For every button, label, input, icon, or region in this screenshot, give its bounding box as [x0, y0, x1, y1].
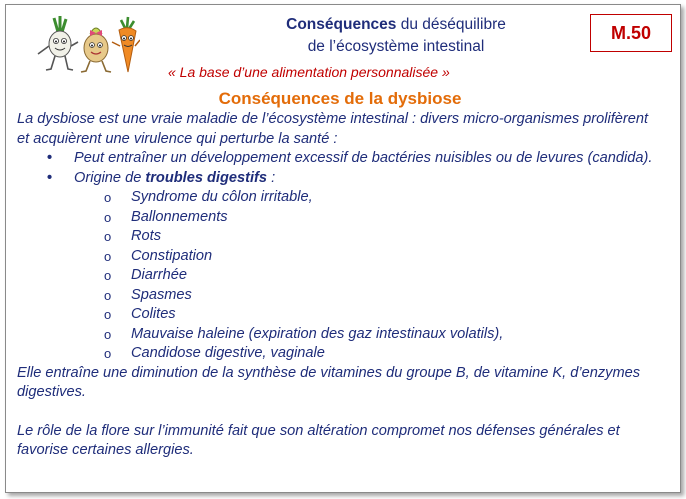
- circle-bullet-icon: o: [104, 307, 112, 322]
- list-item: [74, 227, 657, 247]
- vegetable-mascots-logo: [24, 14, 140, 76]
- bullet-prefix: Origine de: [74, 169, 146, 186]
- circle-bullet-icon: o: [104, 326, 112, 342]
- list-item: [74, 247, 657, 267]
- list-item-text: Constipation: [131, 247, 213, 264]
- list-item: [74, 286, 657, 306]
- list-item: [74, 305, 657, 325]
- title-line-2: de l’écosystème intestinal: [307, 38, 485, 55]
- bullet-list: [17, 149, 657, 364]
- bullet-suffix: :: [267, 169, 276, 186]
- tagline: « La base d’une alimentation personnalisée »: [168, 64, 450, 80]
- list-item: [74, 325, 657, 345]
- document-body: [17, 110, 657, 461]
- list-item-text: Syndrome du côlon irritable,: [131, 189, 313, 205]
- title-rest: du déséquilibre: [396, 16, 506, 33]
- title-bold: Conséquences: [286, 16, 397, 33]
- carrot-mascot: [112, 17, 140, 72]
- circle-bullet-icon: o: [104, 209, 112, 225]
- bullet-icon: •: [47, 150, 53, 166]
- circle-bullet-icon: o: [104, 248, 112, 264]
- bullet-bold: troubles digestifs: [145, 169, 268, 186]
- list-item-text: Rots: [131, 228, 162, 244]
- leek-mascot: [38, 16, 78, 70]
- bullet-icon: •: [47, 169, 53, 186]
- circle-bullet-icon: o: [104, 229, 112, 244]
- onion-mascot: [81, 28, 111, 72]
- list-item-text: Colites: [131, 306, 176, 322]
- list-item-text: Mauvaise haleine (expiration des gaz intestinaux volatils),: [131, 325, 504, 342]
- intro-paragraph: La dysbiose est une vraie maladie de l’écosystème intestinal : divers micro-organismes prolifèrent et acquièrent une virulence qui perturbe la santé :: [17, 111, 649, 147]
- section-title: Conséquences de la dysbiose: [218, 89, 462, 108]
- bullet-item: [17, 149, 657, 169]
- document-code-badge: [590, 14, 672, 52]
- circle-bullet-icon: o: [104, 190, 112, 205]
- list-item: [74, 266, 657, 286]
- circle-bullet-icon: o: [104, 268, 112, 283]
- list-item: [74, 344, 657, 364]
- list-item-text: Spasmes: [131, 286, 192, 303]
- circle-bullet-icon: o: [104, 346, 112, 361]
- list-item-text: Ballonnements: [131, 208, 228, 225]
- troubles-list: [74, 188, 657, 364]
- vitamins-paragraph: Elle entraîne une diminution de la synthèse de vitamines du groupe B, de vitamine K, d’enzymes digestives.: [17, 364, 641, 400]
- document-title: [230, 14, 562, 58]
- document-code: M.50: [610, 22, 652, 43]
- bullet-text: Peut entraîner un développement excessif de bactéries nuisibles ou de levures (candida).: [74, 150, 653, 166]
- paragraph-spacer: [17, 403, 657, 422]
- bullet-item: [17, 169, 657, 364]
- immunity-paragraph: Le rôle de la flore sur l’immunité fait que son altération compromet nos défenses générales et favorise certaines allergies.: [17, 422, 620, 458]
- circle-bullet-icon: o: [104, 287, 112, 303]
- list-item: [74, 188, 657, 208]
- list-item-text: Candidose digestive, vaginale: [131, 345, 325, 361]
- list-item: [74, 208, 657, 228]
- list-item-text: Diarrhée: [131, 267, 187, 283]
